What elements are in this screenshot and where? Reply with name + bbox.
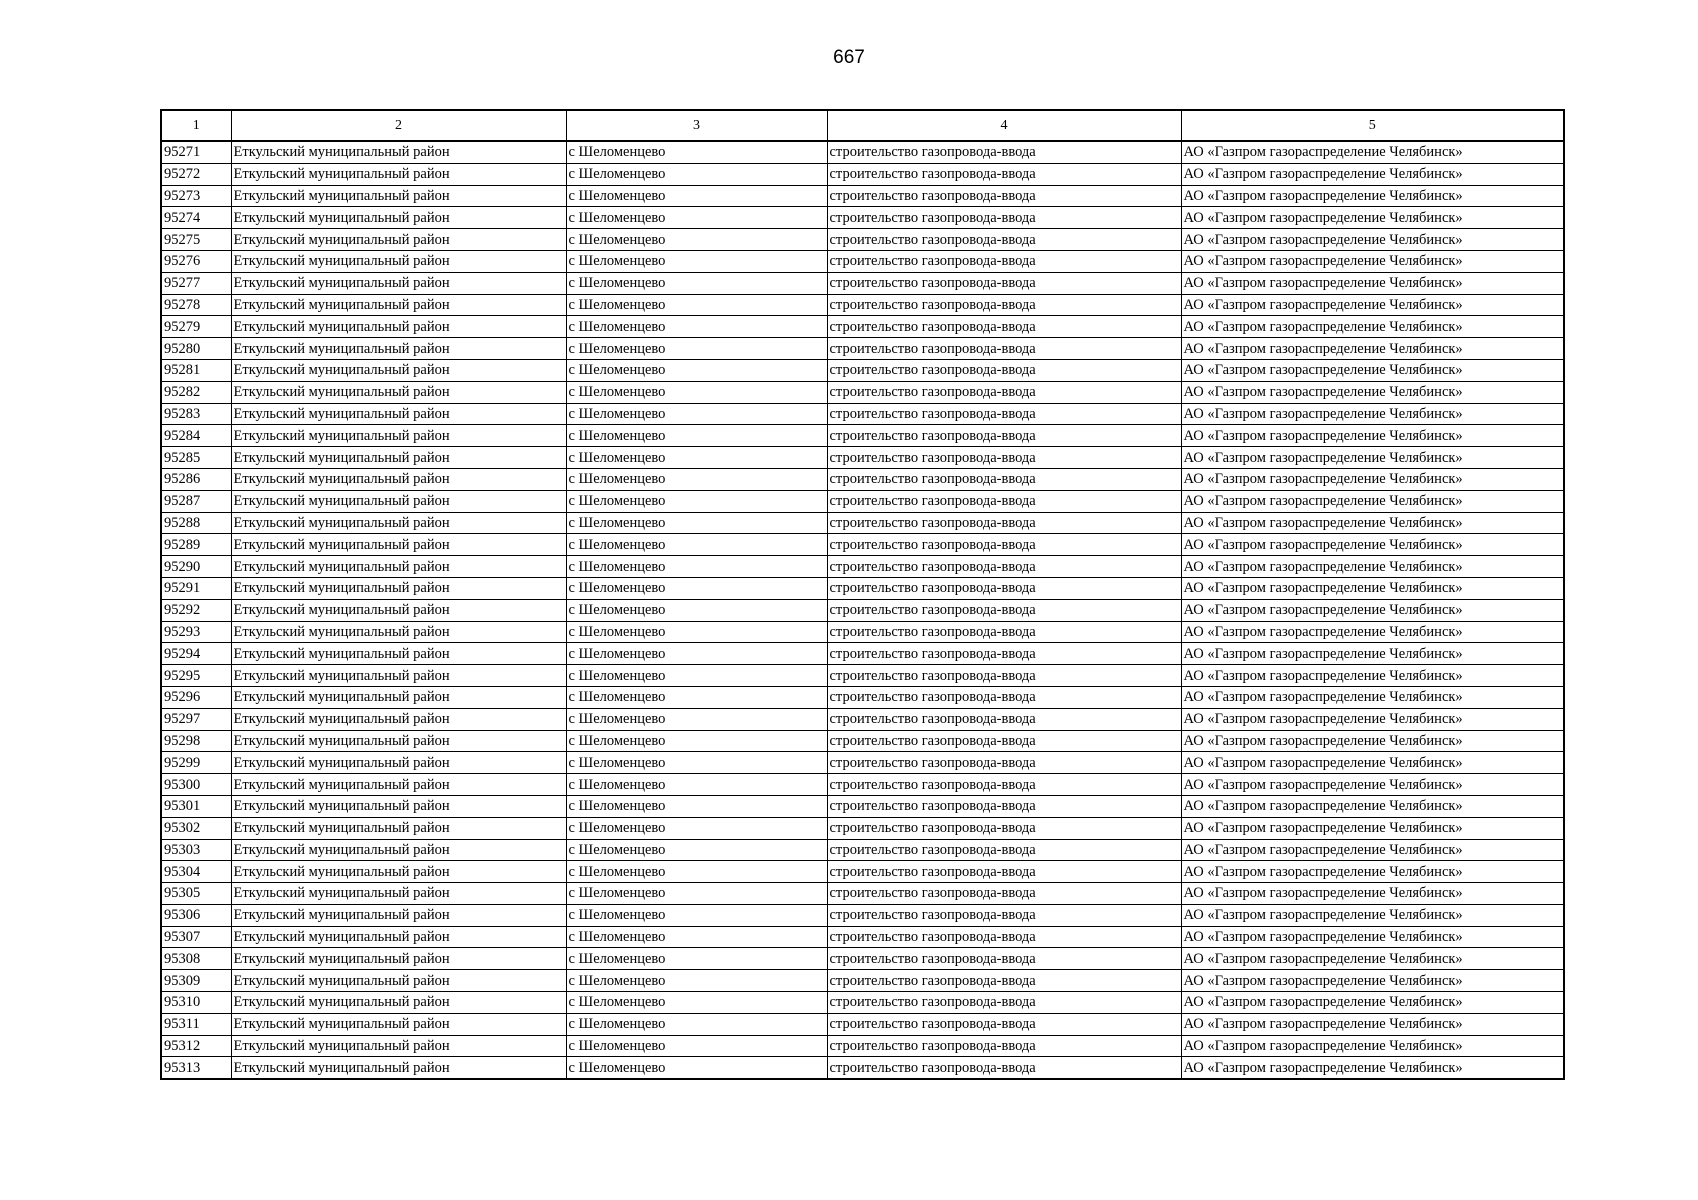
cell-settlement: с Шеломенцево xyxy=(566,948,827,970)
cell-organization: АО «Газпром газораспределение Челябинск» xyxy=(1181,752,1564,774)
table-body xyxy=(161,141,1564,1079)
cell-organization: АО «Газпром газораспределение Челябинск» xyxy=(1181,163,1564,185)
table-row xyxy=(161,294,1564,316)
cell-work-type: строительство газопровода-ввода xyxy=(827,163,1181,185)
cell-work-type: строительство газопровода-ввода xyxy=(827,621,1181,643)
cell-district: Еткульский муниципальный район xyxy=(231,708,566,730)
cell-organization: АО «Газпром газораспределение Челябинск» xyxy=(1181,774,1564,796)
table-row xyxy=(161,621,1564,643)
cell-settlement: с Шеломенцево xyxy=(566,686,827,708)
table-row xyxy=(161,468,1564,490)
table-row xyxy=(161,861,1564,883)
cell-work-type: строительство газопровода-ввода xyxy=(827,468,1181,490)
cell-district: Еткульский муниципальный район xyxy=(231,904,566,926)
cell-district: Еткульский муниципальный район xyxy=(231,250,566,272)
cell-settlement: с Шеломенцево xyxy=(566,141,827,163)
cell-settlement: с Шеломенцево xyxy=(566,752,827,774)
table-row xyxy=(161,534,1564,556)
cell-settlement: с Шеломенцево xyxy=(566,1013,827,1035)
cell-work-type: строительство газопровода-ввода xyxy=(827,1013,1181,1035)
cell-number: 95276 xyxy=(161,250,231,272)
cell-district: Еткульский муниципальный район xyxy=(231,338,566,360)
cell-work-type: строительство газопровода-ввода xyxy=(827,294,1181,316)
header-row xyxy=(161,110,1564,141)
table-row xyxy=(161,403,1564,425)
cell-district: Еткульский муниципальный район xyxy=(231,686,566,708)
cell-district: Еткульский муниципальный район xyxy=(231,621,566,643)
cell-organization: АО «Газпром газораспределение Челябинск» xyxy=(1181,621,1564,643)
cell-district: Еткульский муниципальный район xyxy=(231,1013,566,1035)
cell-district: Еткульский муниципальный район xyxy=(231,730,566,752)
cell-number: 95307 xyxy=(161,926,231,948)
cell-work-type: строительство газопровода-ввода xyxy=(827,643,1181,665)
cell-settlement: с Шеломенцево xyxy=(566,185,827,207)
cell-settlement: с Шеломенцево xyxy=(566,708,827,730)
cell-district: Еткульский муниципальный район xyxy=(231,185,566,207)
cell-organization: АО «Газпром газораспределение Челябинск» xyxy=(1181,359,1564,381)
cell-number: 95294 xyxy=(161,643,231,665)
cell-settlement: с Шеломенцево xyxy=(566,643,827,665)
cell-settlement: с Шеломенцево xyxy=(566,272,827,294)
cell-district: Еткульский муниципальный район xyxy=(231,1057,566,1079)
cell-work-type: строительство газопровода-ввода xyxy=(827,556,1181,578)
cell-settlement: с Шеломенцево xyxy=(566,1035,827,1057)
cell-settlement: с Шеломенцево xyxy=(566,904,827,926)
table-row xyxy=(161,229,1564,251)
cell-number: 95313 xyxy=(161,1057,231,1079)
cell-organization: АО «Газпром газораспределение Челябинск» xyxy=(1181,141,1564,163)
cell-number: 95290 xyxy=(161,556,231,578)
cell-organization: АО «Газпром газораспределение Челябинск» xyxy=(1181,185,1564,207)
cell-organization: АО «Газпром газораспределение Челябинск» xyxy=(1181,207,1564,229)
cell-district: Еткульский муниципальный район xyxy=(231,556,566,578)
cell-number: 95310 xyxy=(161,992,231,1014)
cell-settlement: с Шеломенцево xyxy=(566,490,827,512)
cell-work-type: строительство газопровода-ввода xyxy=(827,708,1181,730)
cell-work-type: строительство газопровода-ввода xyxy=(827,403,1181,425)
cell-district: Еткульский муниципальный район xyxy=(231,294,566,316)
cell-settlement: с Шеломенцево xyxy=(566,577,827,599)
cell-number: 95295 xyxy=(161,665,231,687)
cell-number: 95282 xyxy=(161,381,231,403)
cell-work-type: строительство газопровода-ввода xyxy=(827,883,1181,905)
cell-organization: АО «Газпром газораспределение Челябинск» xyxy=(1181,577,1564,599)
table-row xyxy=(161,163,1564,185)
cell-organization: АО «Газпром газораспределение Челябинск» xyxy=(1181,229,1564,251)
cell-work-type: строительство газопровода-ввода xyxy=(827,926,1181,948)
cell-district: Еткульский муниципальный район xyxy=(231,141,566,163)
cell-district: Еткульский муниципальный район xyxy=(231,316,566,338)
cell-work-type: строительство газопровода-ввода xyxy=(827,250,1181,272)
cell-work-type: строительство газопровода-ввода xyxy=(827,948,1181,970)
cell-organization: АО «Газпром газораспределение Челябинск» xyxy=(1181,468,1564,490)
cell-settlement: с Шеломенцево xyxy=(566,1057,827,1079)
cell-work-type: строительство газопровода-ввода xyxy=(827,185,1181,207)
page-number: 667 xyxy=(833,47,865,68)
column-header-5: 5 xyxy=(1181,110,1564,141)
table-row xyxy=(161,992,1564,1014)
table-row xyxy=(161,490,1564,512)
cell-district: Еткульский муниципальный район xyxy=(231,229,566,251)
cell-number: 95284 xyxy=(161,425,231,447)
cell-district: Еткульский муниципальный район xyxy=(231,926,566,948)
cell-organization: АО «Газпром газораспределение Челябинск» xyxy=(1181,817,1564,839)
cell-settlement: с Шеломенцево xyxy=(566,926,827,948)
cell-settlement: с Шеломенцево xyxy=(566,730,827,752)
cell-work-type: строительство газопровода-ввода xyxy=(827,686,1181,708)
cell-organization: АО «Газпром газораспределение Челябинск» xyxy=(1181,795,1564,817)
cell-district: Еткульский муниципальный район xyxy=(231,774,566,796)
cell-settlement: с Шеломенцево xyxy=(566,294,827,316)
table-row xyxy=(161,795,1564,817)
cell-settlement: с Шеломенцево xyxy=(566,534,827,556)
cell-district: Еткульский муниципальный район xyxy=(231,599,566,621)
cell-organization: АО «Газпром газораспределение Челябинск» xyxy=(1181,883,1564,905)
table-row xyxy=(161,577,1564,599)
cell-organization: АО «Газпром газораспределение Челябинск» xyxy=(1181,272,1564,294)
cell-number: 95275 xyxy=(161,229,231,251)
cell-district: Еткульский муниципальный район xyxy=(231,272,566,294)
cell-organization: АО «Газпром газораспределение Челябинск» xyxy=(1181,599,1564,621)
table-row xyxy=(161,447,1564,469)
table-header xyxy=(161,110,1564,141)
column-header-1: 1 xyxy=(161,110,231,141)
cell-settlement: с Шеломенцево xyxy=(566,774,827,796)
cell-settlement: с Шеломенцево xyxy=(566,381,827,403)
cell-work-type: строительство газопровода-ввода xyxy=(827,861,1181,883)
cell-organization: АО «Газпром газораспределение Челябинск» xyxy=(1181,425,1564,447)
cell-settlement: с Шеломенцево xyxy=(566,839,827,861)
cell-work-type: строительство газопровода-ввода xyxy=(827,992,1181,1014)
table-row xyxy=(161,730,1564,752)
table-row xyxy=(161,359,1564,381)
cell-organization: АО «Газпром газораспределение Челябинск» xyxy=(1181,512,1564,534)
table-row xyxy=(161,643,1564,665)
cell-settlement: с Шеломенцево xyxy=(566,250,827,272)
cell-organization: АО «Газпром газораспределение Челябинск» xyxy=(1181,1035,1564,1057)
cell-district: Еткульский муниципальный район xyxy=(231,1035,566,1057)
cell-settlement: с Шеломенцево xyxy=(566,992,827,1014)
cell-district: Еткульский муниципальный район xyxy=(231,817,566,839)
cell-number: 95272 xyxy=(161,163,231,185)
cell-work-type: строительство газопровода-ввода xyxy=(827,359,1181,381)
table-row xyxy=(161,665,1564,687)
table-row xyxy=(161,272,1564,294)
cell-number: 95302 xyxy=(161,817,231,839)
cell-organization: АО «Газпром газораспределение Челябинск» xyxy=(1181,250,1564,272)
table-row xyxy=(161,752,1564,774)
cell-organization: АО «Газпром газораспределение Челябинск» xyxy=(1181,490,1564,512)
cell-district: Еткульский муниципальный район xyxy=(231,425,566,447)
table-row xyxy=(161,839,1564,861)
cell-organization: АО «Газпром газораспределение Челябинск» xyxy=(1181,534,1564,556)
cell-work-type: строительство газопровода-ввода xyxy=(827,512,1181,534)
cell-settlement: с Шеломенцево xyxy=(566,883,827,905)
registry-table xyxy=(160,109,1565,1080)
cell-organization: АО «Газпром газораспределение Челябинск» xyxy=(1181,316,1564,338)
cell-organization: АО «Газпром газораспределение Челябинск» xyxy=(1181,904,1564,926)
cell-organization: АО «Газпром газораспределение Челябинск» xyxy=(1181,686,1564,708)
cell-organization: АО «Газпром газораспределение Челябинск» xyxy=(1181,970,1564,992)
cell-organization: АО «Газпром газораспределение Челябинск» xyxy=(1181,839,1564,861)
cell-work-type: строительство газопровода-ввода xyxy=(827,839,1181,861)
cell-district: Еткульский муниципальный район xyxy=(231,163,566,185)
cell-settlement: с Шеломенцево xyxy=(566,599,827,621)
cell-work-type: строительство газопровода-ввода xyxy=(827,774,1181,796)
table-row xyxy=(161,970,1564,992)
cell-district: Еткульский муниципальный район xyxy=(231,490,566,512)
cell-district: Еткульский муниципальный район xyxy=(231,948,566,970)
cell-work-type: строительство газопровода-ввода xyxy=(827,730,1181,752)
cell-organization: АО «Газпром газораспределение Челябинск» xyxy=(1181,1057,1564,1079)
cell-settlement: с Шеломенцево xyxy=(566,970,827,992)
cell-settlement: с Шеломенцево xyxy=(566,795,827,817)
cell-number: 95274 xyxy=(161,207,231,229)
cell-number: 95292 xyxy=(161,599,231,621)
cell-organization: АО «Газпром газораспределение Челябинск» xyxy=(1181,403,1564,425)
cell-number: 95308 xyxy=(161,948,231,970)
table-row xyxy=(161,250,1564,272)
cell-work-type: строительство газопровода-ввода xyxy=(827,425,1181,447)
cell-settlement: с Шеломенцево xyxy=(566,359,827,381)
cell-district: Еткульский муниципальный район xyxy=(231,359,566,381)
cell-work-type: строительство газопровода-ввода xyxy=(827,338,1181,360)
cell-number: 95291 xyxy=(161,577,231,599)
cell-district: Еткульский муниципальный район xyxy=(231,534,566,556)
cell-number: 95279 xyxy=(161,316,231,338)
cell-number: 95281 xyxy=(161,359,231,381)
table-row xyxy=(161,686,1564,708)
cell-district: Еткульский муниципальный район xyxy=(231,447,566,469)
table-row xyxy=(161,948,1564,970)
cell-number: 95280 xyxy=(161,338,231,360)
cell-work-type: строительство газопровода-ввода xyxy=(827,534,1181,556)
cell-settlement: с Шеломенцево xyxy=(566,512,827,534)
cell-work-type: строительство газопровода-ввода xyxy=(827,752,1181,774)
cell-organization: АО «Газпром газораспределение Челябинск» xyxy=(1181,556,1564,578)
table-row xyxy=(161,425,1564,447)
cell-number: 95278 xyxy=(161,294,231,316)
table-row xyxy=(161,1035,1564,1057)
cell-work-type: строительство газопровода-ввода xyxy=(827,577,1181,599)
cell-district: Еткульский муниципальный район xyxy=(231,752,566,774)
cell-organization: АО «Газпром газораспределение Челябинск» xyxy=(1181,643,1564,665)
table-row xyxy=(161,1013,1564,1035)
cell-district: Еткульский муниципальный район xyxy=(231,992,566,1014)
table-row xyxy=(161,1057,1564,1079)
cell-number: 95312 xyxy=(161,1035,231,1057)
table-row xyxy=(161,141,1564,163)
cell-organization: АО «Газпром газораспределение Челябинск» xyxy=(1181,708,1564,730)
cell-district: Еткульский муниципальный район xyxy=(231,381,566,403)
table-row xyxy=(161,316,1564,338)
table-row xyxy=(161,185,1564,207)
cell-number: 95303 xyxy=(161,839,231,861)
cell-settlement: с Шеломенцево xyxy=(566,817,827,839)
column-header-4: 4 xyxy=(827,110,1181,141)
cell-work-type: строительство газопровода-ввода xyxy=(827,381,1181,403)
cell-number: 95287 xyxy=(161,490,231,512)
column-header-3: 3 xyxy=(566,110,827,141)
cell-number: 95304 xyxy=(161,861,231,883)
cell-district: Еткульский муниципальный район xyxy=(231,883,566,905)
cell-district: Еткульский муниципальный район xyxy=(231,643,566,665)
cell-organization: АО «Газпром газораспределение Челябинск» xyxy=(1181,665,1564,687)
cell-work-type: строительство газопровода-ввода xyxy=(827,795,1181,817)
cell-number: 95273 xyxy=(161,185,231,207)
cell-number: 95299 xyxy=(161,752,231,774)
cell-district: Еткульский муниципальный район xyxy=(231,665,566,687)
cell-district: Еткульский муниципальный район xyxy=(231,403,566,425)
cell-work-type: строительство газопровода-ввода xyxy=(827,141,1181,163)
cell-work-type: строительство газопровода-ввода xyxy=(827,817,1181,839)
cell-district: Еткульский муниципальный район xyxy=(231,512,566,534)
cell-district: Еткульский муниципальный район xyxy=(231,861,566,883)
cell-district: Еткульский муниципальный район xyxy=(231,468,566,490)
cell-number: 95271 xyxy=(161,141,231,163)
cell-work-type: строительство газопровода-ввода xyxy=(827,970,1181,992)
cell-work-type: строительство газопровода-ввода xyxy=(827,1035,1181,1057)
cell-work-type: строительство газопровода-ввода xyxy=(827,207,1181,229)
table-row xyxy=(161,599,1564,621)
cell-work-type: строительство газопровода-ввода xyxy=(827,316,1181,338)
cell-work-type: строительство газопровода-ввода xyxy=(827,599,1181,621)
cell-settlement: с Шеломенцево xyxy=(566,403,827,425)
cell-settlement: с Шеломенцево xyxy=(566,447,827,469)
cell-district: Еткульский муниципальный район xyxy=(231,795,566,817)
table-row xyxy=(161,512,1564,534)
cell-settlement: с Шеломенцево xyxy=(566,556,827,578)
cell-organization: АО «Газпром газораспределение Челябинск» xyxy=(1181,338,1564,360)
cell-organization: АО «Газпром газораспределение Челябинск» xyxy=(1181,294,1564,316)
cell-settlement: с Шеломенцево xyxy=(566,207,827,229)
cell-settlement: с Шеломенцево xyxy=(566,425,827,447)
cell-district: Еткульский муниципальный район xyxy=(231,207,566,229)
table-row xyxy=(161,817,1564,839)
cell-number: 95283 xyxy=(161,403,231,425)
cell-work-type: строительство газопровода-ввода xyxy=(827,1057,1181,1079)
cell-number: 95297 xyxy=(161,708,231,730)
cell-district: Еткульский муниципальный район xyxy=(231,970,566,992)
cell-work-type: строительство газопровода-ввода xyxy=(827,665,1181,687)
cell-number: 95277 xyxy=(161,272,231,294)
cell-organization: АО «Газпром газораспределение Челябинск» xyxy=(1181,948,1564,970)
cell-settlement: с Шеломенцево xyxy=(566,338,827,360)
cell-settlement: с Шеломенцево xyxy=(566,468,827,490)
cell-number: 95288 xyxy=(161,512,231,534)
cell-organization: АО «Газпром газораспределение Челябинск» xyxy=(1181,381,1564,403)
cell-number: 95309 xyxy=(161,970,231,992)
cell-number: 95296 xyxy=(161,686,231,708)
cell-settlement: с Шеломенцево xyxy=(566,316,827,338)
cell-number: 95306 xyxy=(161,904,231,926)
cell-district: Еткульский муниципальный район xyxy=(231,577,566,599)
cell-number: 95301 xyxy=(161,795,231,817)
cell-settlement: с Шеломенцево xyxy=(566,163,827,185)
cell-number: 95311 xyxy=(161,1013,231,1035)
cell-work-type: строительство газопровода-ввода xyxy=(827,904,1181,926)
cell-organization: АО «Газпром газораспределение Челябинск» xyxy=(1181,926,1564,948)
cell-work-type: строительство газопровода-ввода xyxy=(827,229,1181,251)
cell-work-type: строительство газопровода-ввода xyxy=(827,490,1181,512)
cell-number: 95300 xyxy=(161,774,231,796)
table-row xyxy=(161,926,1564,948)
cell-number: 95298 xyxy=(161,730,231,752)
cell-number: 95305 xyxy=(161,883,231,905)
cell-organization: АО «Газпром газораспределение Челябинск» xyxy=(1181,861,1564,883)
cell-organization: АО «Газпром газораспределение Челябинск» xyxy=(1181,1013,1564,1035)
table-row xyxy=(161,556,1564,578)
cell-settlement: с Шеломенцево xyxy=(566,861,827,883)
cell-district: Еткульский муниципальный район xyxy=(231,839,566,861)
cell-organization: АО «Газпром газораспределение Челябинск» xyxy=(1181,447,1564,469)
cell-number: 95286 xyxy=(161,468,231,490)
table-row xyxy=(161,774,1564,796)
cell-organization: АО «Газпром газораспределение Челябинск» xyxy=(1181,992,1564,1014)
table-row xyxy=(161,381,1564,403)
cell-settlement: с Шеломенцево xyxy=(566,665,827,687)
table-row xyxy=(161,708,1564,730)
table-row xyxy=(161,904,1564,926)
cell-organization: АО «Газпром газораспределение Челябинск» xyxy=(1181,730,1564,752)
cell-work-type: строительство газопровода-ввода xyxy=(827,447,1181,469)
cell-number: 95285 xyxy=(161,447,231,469)
column-header-2: 2 xyxy=(231,110,566,141)
cell-number: 95289 xyxy=(161,534,231,556)
table-row xyxy=(161,207,1564,229)
cell-work-type: строительство газопровода-ввода xyxy=(827,272,1181,294)
cell-settlement: с Шеломенцево xyxy=(566,229,827,251)
cell-number: 95293 xyxy=(161,621,231,643)
table-row xyxy=(161,338,1564,360)
cell-settlement: с Шеломенцево xyxy=(566,621,827,643)
table-row xyxy=(161,883,1564,905)
